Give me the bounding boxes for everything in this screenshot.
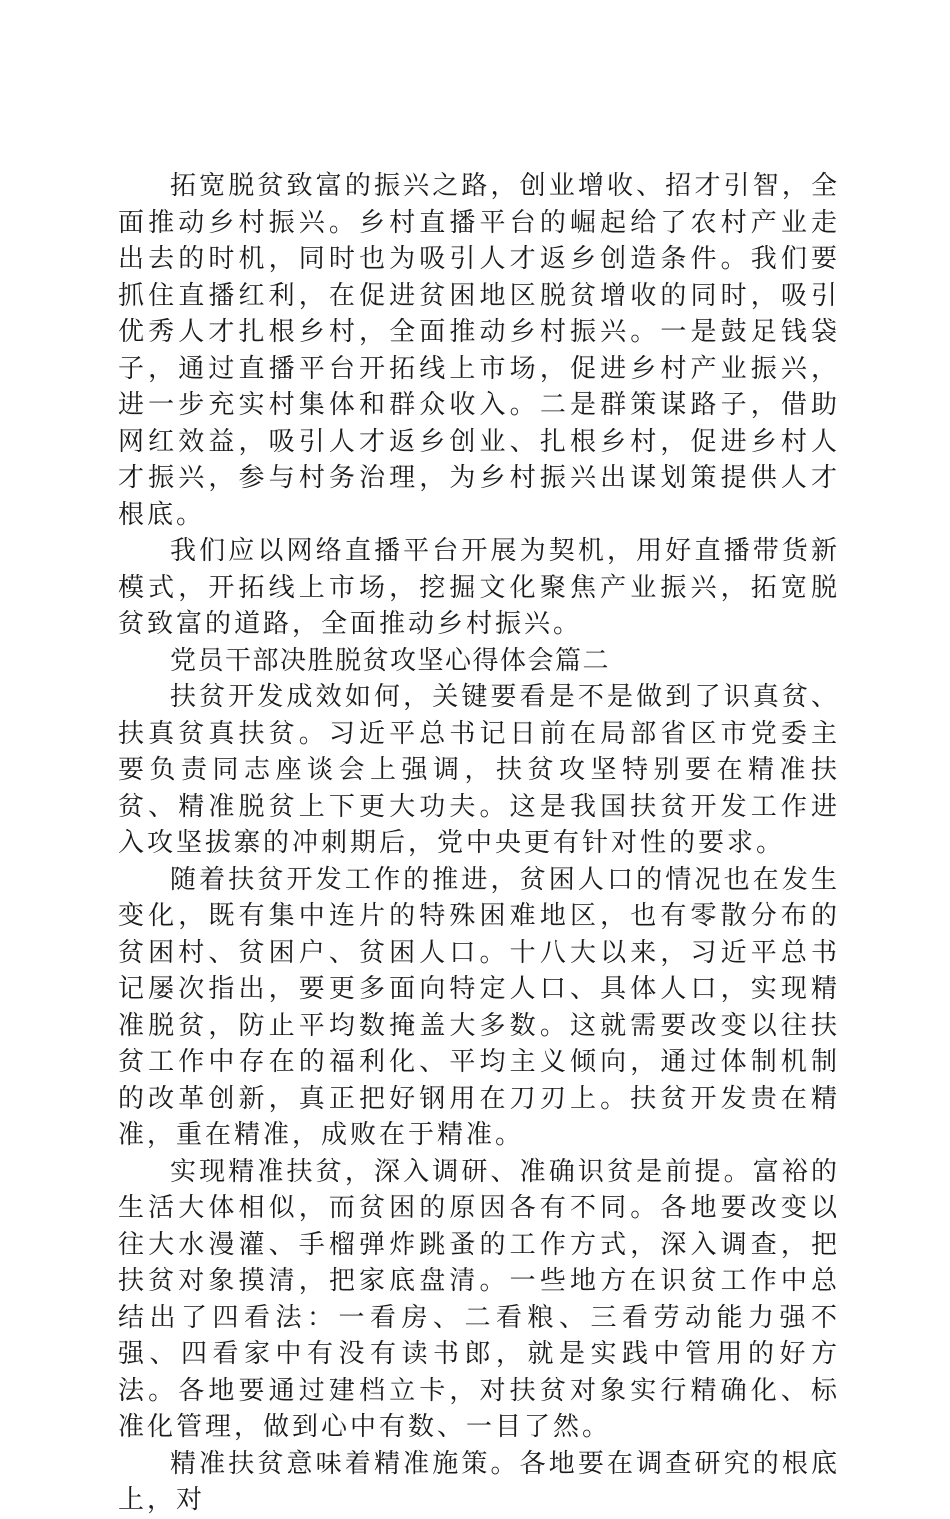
paragraph: 随着扶贫开发工作的推进，贫困人口的情况也在发生变化，既有集中连片的特殊困难地区，也有零散分布的贫困村、贫困户、贫困人口。十八大以来，习近平总书记屡次指出，要更多面向特定人口、具体人口，实现精准脱贫，防止平均数掩盖大多数。这就需要改变以往扶贫工作中存在的福利化、平均主义倾向，通过体制机制的改革创新，真正把好钢用在刀刃上。扶贫开发贵在精准，重在精准，成败在于精准。 [118, 864, 840, 1150]
paragraph: 拓宽脱贫致富的振兴之路，创业增收、招才引智，全面推动乡村振兴。乡村直播平台的崛起给了农村产业走出去的时机，同时也为吸引人才返乡创造条件。我们要抓住直播红利，在促进贫困地区脱贫增收的同时，吸引优秀人才扎根乡村，全面推动乡村振兴。一是鼓足钱袋子，通过直播平台开拓线上市场，促进乡村产业振兴，进一步充实村集体和群众收入。二是群策谋路子，借助网红效益，吸引人才返乡创业、扎根乡村，促进乡村人才振兴，参与村务治理，为乡村振兴出谋划策提供人才根底。 [118, 171, 840, 530]
paragraph: 实现精准扶贫，深入调研、准确识贫是前提。富裕的生活大体相似，而贫困的原因各有不同。各地要改变以往大水漫灌、手榴弹炸跳蚤的工作方式，深入调查，把扶贫对象摸清，把家底盘清。一些地方在识贫工作中总结出了四看法：一看房、二看粮、三看劳动能力强不强、四看家中有没有读书郎，就是实践中管用的好方法。各地要通过建档立卡，对扶贫对象实行精确化、标准化管理，做到心中有数、一目了然。 [118, 1156, 840, 1442]
document-body [118, 168, 840, 1519]
paragraph: 我们应以网络直播平台开展为契机，用好直播带货新模式，开拓线上市场，挖掘文化聚焦产业振兴，拓宽脱贫致富的道路，全面推动乡村振兴。 [118, 536, 840, 639]
section-heading: 党员干部决胜脱贫攻坚心得体会篇二 [170, 645, 611, 676]
paragraph: 扶贫开发成效如何，关键要看是不是做到了识真贫、扶真贫真扶贫。习近平总书记日前在局部省区市党委主要负责同志座谈会上强调，扶贫攻坚特别要在精准扶贫、精准脱贫上下更大功夫。这是我国扶贫开发工作进入攻坚拔寨的冲刺期后，党中央更有针对性的要求。 [118, 682, 840, 858]
paragraph: 精准扶贫意味着精准施策。各地要在调查研究的根底上，对 [118, 1448, 840, 1515]
